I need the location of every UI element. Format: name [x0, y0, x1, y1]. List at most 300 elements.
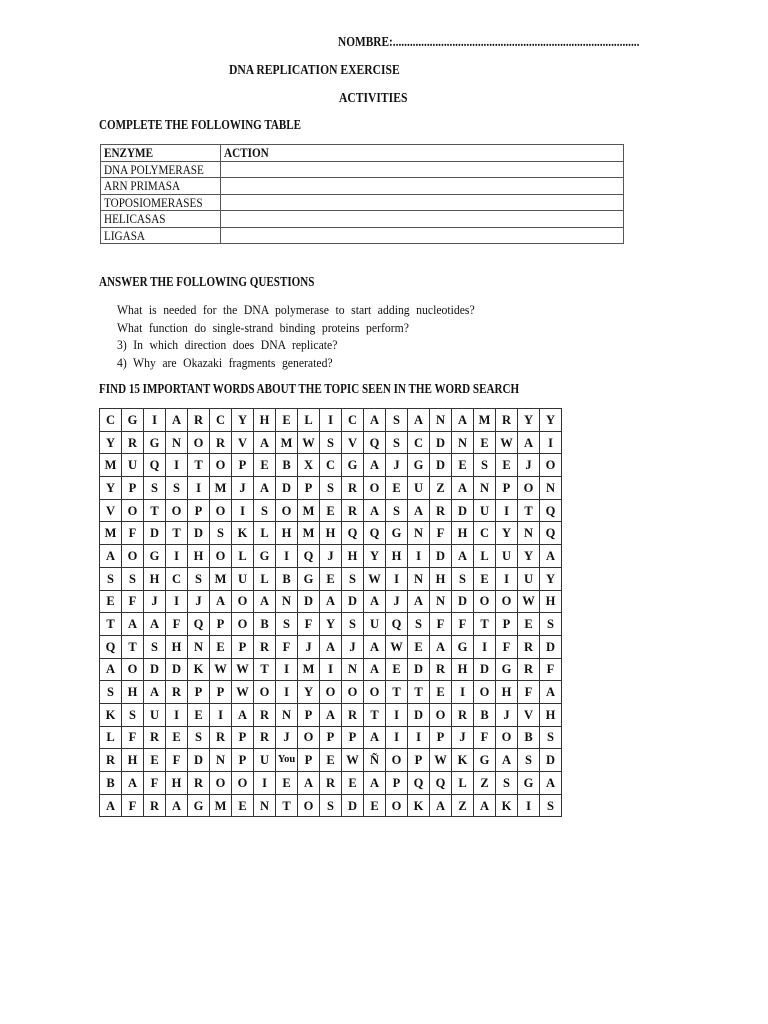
grid-cell[interactable]: A: [100, 794, 122, 817]
grid-cell[interactable]: E: [386, 658, 408, 681]
grid-cell[interactable]: W: [232, 681, 254, 704]
grid-cell[interactable]: L: [452, 772, 474, 795]
grid-cell[interactable]: G: [298, 567, 320, 590]
grid-cell[interactable]: N: [518, 522, 540, 545]
grid-cell[interactable]: W: [430, 749, 452, 772]
grid-cell[interactable]: H: [386, 545, 408, 568]
grid-cell[interactable]: D: [408, 658, 430, 681]
grid-cell[interactable]: O: [320, 681, 342, 704]
grid-cell[interactable]: Q: [386, 613, 408, 636]
grid-cell[interactable]: P: [298, 703, 320, 726]
grid-cell[interactable]: O: [232, 772, 254, 795]
grid-cell[interactable]: G: [144, 545, 166, 568]
grid-cell[interactable]: A: [364, 499, 386, 522]
grid-cell[interactable]: Y: [364, 545, 386, 568]
grid-cell[interactable]: G: [474, 749, 496, 772]
grid-cell[interactable]: Ñ: [364, 749, 386, 772]
grid-cell[interactable]: N: [254, 794, 276, 817]
grid-cell[interactable]: D: [430, 545, 452, 568]
grid-cell[interactable]: T: [408, 681, 430, 704]
grid-cell[interactable]: N: [166, 431, 188, 454]
grid-cell[interactable]: R: [342, 703, 364, 726]
grid-cell[interactable]: F: [122, 726, 144, 749]
grid-cell[interactable]: M: [210, 567, 232, 590]
grid-cell[interactable]: L: [254, 522, 276, 545]
grid-cell[interactable]: T: [518, 499, 540, 522]
grid-cell[interactable]: V: [232, 431, 254, 454]
grid-cell[interactable]: A: [144, 681, 166, 704]
grid-cell[interactable]: A: [210, 590, 232, 613]
grid-cell[interactable]: E: [276, 409, 298, 432]
grid-cell[interactable]: W: [210, 658, 232, 681]
grid-cell[interactable]: I: [474, 635, 496, 658]
grid-cell[interactable]: Q: [430, 772, 452, 795]
grid-cell[interactable]: A: [540, 772, 562, 795]
grid-cell[interactable]: W: [364, 567, 386, 590]
grid-cell[interactable]: H: [540, 703, 562, 726]
grid-cell[interactable]: H: [342, 545, 364, 568]
grid-cell[interactable]: F: [540, 658, 562, 681]
grid-cell[interactable]: A: [122, 772, 144, 795]
grid-cell[interactable]: D: [452, 499, 474, 522]
grid-cell[interactable]: M: [100, 454, 122, 477]
grid-cell[interactable]: N: [452, 431, 474, 454]
grid-cell[interactable]: E: [188, 703, 210, 726]
grid-cell[interactable]: R: [430, 658, 452, 681]
grid-cell[interactable]: C: [342, 409, 364, 432]
grid-cell[interactable]: G: [144, 431, 166, 454]
grid-cell[interactable]: N: [210, 749, 232, 772]
grid-cell[interactable]: C: [166, 567, 188, 590]
grid-cell[interactable]: L: [474, 545, 496, 568]
grid-cell[interactable]: R: [166, 681, 188, 704]
grid-cell[interactable]: T: [144, 499, 166, 522]
grid-cell[interactable]: I: [386, 726, 408, 749]
grid-cell[interactable]: M: [276, 431, 298, 454]
grid-cell[interactable]: D: [342, 590, 364, 613]
grid-cell[interactable]: E: [342, 772, 364, 795]
grid-cell[interactable]: O: [386, 749, 408, 772]
grid-cell[interactable]: Y: [540, 409, 562, 432]
grid-cell[interactable]: E: [210, 635, 232, 658]
grid-cell[interactable]: R: [320, 772, 342, 795]
grid-cell[interactable]: P: [496, 613, 518, 636]
grid-cell[interactable]: S: [122, 703, 144, 726]
grid-cell[interactable]: O: [342, 681, 364, 704]
grid-cell[interactable]: I: [496, 567, 518, 590]
grid-cell[interactable]: A: [518, 431, 540, 454]
grid-cell[interactable]: S: [320, 477, 342, 500]
grid-cell[interactable]: N: [430, 590, 452, 613]
grid-cell[interactable]: S: [166, 477, 188, 500]
grid-cell[interactable]: O: [122, 545, 144, 568]
action-cell[interactable]: [221, 161, 624, 178]
grid-cell[interactable]: H: [122, 681, 144, 704]
grid-cell[interactable]: P: [496, 477, 518, 500]
grid-cell[interactable]: Q: [100, 635, 122, 658]
grid-cell[interactable]: I: [408, 545, 430, 568]
grid-cell[interactable]: F: [474, 726, 496, 749]
grid-cell[interactable]: E: [166, 726, 188, 749]
grid-cell[interactable]: O: [232, 590, 254, 613]
grid-cell[interactable]: F: [122, 590, 144, 613]
grid-cell[interactable]: A: [430, 794, 452, 817]
grid-cell[interactable]: J: [276, 726, 298, 749]
grid-cell[interactable]: A: [474, 794, 496, 817]
grid-cell[interactable]: A: [452, 409, 474, 432]
grid-cell[interactable]: A: [254, 590, 276, 613]
grid-cell[interactable]: F: [166, 749, 188, 772]
grid-cell[interactable]: Z: [452, 794, 474, 817]
grid-cell[interactable]: U: [144, 703, 166, 726]
action-cell[interactable]: [221, 194, 624, 211]
grid-cell[interactable]: A: [540, 681, 562, 704]
grid-cell[interactable]: O: [430, 703, 452, 726]
grid-cell[interactable]: G: [518, 772, 540, 795]
grid-cell[interactable]: D: [452, 590, 474, 613]
grid-cell[interactable]: E: [408, 635, 430, 658]
grid-cell[interactable]: D: [430, 431, 452, 454]
grid-cell[interactable]: U: [518, 567, 540, 590]
grid-cell[interactable]: R: [452, 703, 474, 726]
grid-cell[interactable]: V: [342, 431, 364, 454]
grid-cell[interactable]: S: [452, 567, 474, 590]
grid-cell[interactable]: T: [276, 794, 298, 817]
grid-cell[interactable]: O: [474, 681, 496, 704]
grid-cell[interactable]: R: [188, 772, 210, 795]
grid-cell[interactable]: P: [298, 477, 320, 500]
grid-cell[interactable]: M: [100, 522, 122, 545]
grid-cell[interactable]: O: [364, 681, 386, 704]
grid-cell[interactable]: R: [144, 726, 166, 749]
grid-cell[interactable]: D: [540, 635, 562, 658]
grid-cell[interactable]: D: [276, 477, 298, 500]
grid-cell[interactable]: A: [364, 590, 386, 613]
grid-cell[interactable]: A: [496, 749, 518, 772]
grid-cell[interactable]: M: [210, 794, 232, 817]
grid-cell[interactable]: I: [408, 726, 430, 749]
grid-cell[interactable]: A: [166, 794, 188, 817]
grid-cell[interactable]: Q: [342, 522, 364, 545]
grid-cell[interactable]: S: [254, 499, 276, 522]
grid-cell[interactable]: M: [298, 658, 320, 681]
grid-cell[interactable]: E: [474, 567, 496, 590]
grid-cell[interactable]: S: [144, 477, 166, 500]
grid-cell[interactable]: I: [452, 681, 474, 704]
grid-cell[interactable]: I: [254, 772, 276, 795]
grid-cell[interactable]: A: [232, 703, 254, 726]
grid-cell[interactable]: Q: [188, 613, 210, 636]
grid-cell[interactable]: W: [298, 431, 320, 454]
grid-cell[interactable]: You: [276, 749, 298, 772]
grid-cell[interactable]: D: [342, 794, 364, 817]
grid-cell[interactable]: I: [166, 545, 188, 568]
grid-cell[interactable]: Y: [232, 409, 254, 432]
grid-cell[interactable]: Y: [496, 522, 518, 545]
grid-cell[interactable]: N: [342, 658, 364, 681]
grid-cell[interactable]: W: [518, 590, 540, 613]
grid-cell[interactable]: D: [144, 658, 166, 681]
grid-cell[interactable]: O: [496, 726, 518, 749]
grid-cell[interactable]: S: [188, 567, 210, 590]
grid-cell[interactable]: C: [320, 454, 342, 477]
grid-cell[interactable]: E: [474, 431, 496, 454]
grid-cell[interactable]: A: [364, 409, 386, 432]
grid-cell[interactable]: G: [188, 794, 210, 817]
grid-cell[interactable]: F: [122, 794, 144, 817]
grid-cell[interactable]: H: [452, 658, 474, 681]
grid-cell[interactable]: I: [232, 499, 254, 522]
grid-cell[interactable]: S: [474, 454, 496, 477]
grid-cell[interactable]: O: [122, 499, 144, 522]
grid-cell[interactable]: A: [166, 409, 188, 432]
grid-cell[interactable]: N: [188, 635, 210, 658]
grid-cell[interactable]: P: [320, 726, 342, 749]
grid-cell[interactable]: Z: [474, 772, 496, 795]
grid-cell[interactable]: E: [254, 454, 276, 477]
grid-cell[interactable]: U: [254, 749, 276, 772]
grid-cell[interactable]: D: [430, 454, 452, 477]
grid-cell[interactable]: G: [386, 522, 408, 545]
grid-cell[interactable]: L: [100, 726, 122, 749]
grid-cell[interactable]: J: [188, 590, 210, 613]
grid-cell[interactable]: B: [276, 567, 298, 590]
grid-cell[interactable]: B: [100, 772, 122, 795]
grid-cell[interactable]: J: [144, 590, 166, 613]
grid-cell[interactable]: Q: [408, 772, 430, 795]
grid-cell[interactable]: R: [210, 726, 232, 749]
grid-cell[interactable]: B: [276, 454, 298, 477]
grid-cell[interactable]: K: [408, 794, 430, 817]
grid-cell[interactable]: U: [408, 477, 430, 500]
grid-cell[interactable]: N: [430, 409, 452, 432]
grid-cell[interactable]: Q: [540, 499, 562, 522]
grid-cell[interactable]: I: [386, 703, 408, 726]
grid-cell[interactable]: O: [298, 726, 320, 749]
grid-cell[interactable]: O: [188, 431, 210, 454]
grid-cell[interactable]: I: [276, 545, 298, 568]
grid-cell[interactable]: S: [144, 635, 166, 658]
grid-cell[interactable]: A: [452, 545, 474, 568]
grid-cell[interactable]: K: [496, 794, 518, 817]
grid-cell[interactable]: S: [540, 794, 562, 817]
grid-cell[interactable]: Y: [540, 567, 562, 590]
grid-cell[interactable]: O: [298, 794, 320, 817]
grid-cell[interactable]: U: [474, 499, 496, 522]
grid-cell[interactable]: E: [518, 613, 540, 636]
grid-cell[interactable]: E: [364, 794, 386, 817]
grid-cell[interactable]: A: [540, 545, 562, 568]
grid-cell[interactable]: H: [430, 567, 452, 590]
grid-cell[interactable]: U: [122, 454, 144, 477]
grid-cell[interactable]: S: [342, 613, 364, 636]
grid-cell[interactable]: A: [254, 477, 276, 500]
grid-cell[interactable]: S: [518, 749, 540, 772]
grid-cell[interactable]: D: [188, 749, 210, 772]
grid-cell[interactable]: O: [210, 454, 232, 477]
grid-cell[interactable]: M: [298, 499, 320, 522]
grid-cell[interactable]: Y: [518, 409, 540, 432]
grid-cell[interactable]: C: [474, 522, 496, 545]
grid-cell[interactable]: A: [320, 635, 342, 658]
grid-cell[interactable]: S: [320, 431, 342, 454]
grid-cell[interactable]: H: [188, 545, 210, 568]
grid-cell[interactable]: I: [210, 703, 232, 726]
grid-cell[interactable]: E: [320, 749, 342, 772]
grid-cell[interactable]: S: [386, 409, 408, 432]
grid-cell[interactable]: V: [518, 703, 540, 726]
grid-cell[interactable]: R: [100, 749, 122, 772]
grid-cell[interactable]: A: [122, 613, 144, 636]
grid-cell[interactable]: T: [386, 681, 408, 704]
grid-cell[interactable]: H: [496, 681, 518, 704]
grid-cell[interactable]: I: [276, 658, 298, 681]
grid-cell[interactable]: P: [188, 681, 210, 704]
grid-cell[interactable]: T: [364, 703, 386, 726]
grid-cell[interactable]: S: [540, 613, 562, 636]
grid-cell[interactable]: Y: [518, 545, 540, 568]
grid-cell[interactable]: K: [100, 703, 122, 726]
grid-cell[interactable]: J: [298, 635, 320, 658]
grid-cell[interactable]: F: [430, 613, 452, 636]
grid-cell[interactable]: L: [232, 545, 254, 568]
grid-cell[interactable]: J: [232, 477, 254, 500]
grid-cell[interactable]: H: [144, 567, 166, 590]
grid-cell[interactable]: Y: [320, 613, 342, 636]
grid-cell[interactable]: P: [430, 726, 452, 749]
grid-cell[interactable]: R: [342, 477, 364, 500]
grid-cell[interactable]: P: [232, 454, 254, 477]
grid-cell[interactable]: P: [122, 477, 144, 500]
grid-cell[interactable]: A: [430, 635, 452, 658]
grid-cell[interactable]: P: [188, 499, 210, 522]
grid-cell[interactable]: S: [386, 499, 408, 522]
grid-cell[interactable]: J: [518, 454, 540, 477]
grid-cell[interactable]: N: [276, 590, 298, 613]
grid-cell[interactable]: S: [188, 726, 210, 749]
grid-cell[interactable]: D: [144, 522, 166, 545]
grid-cell[interactable]: D: [474, 658, 496, 681]
grid-cell[interactable]: U: [496, 545, 518, 568]
grid-cell[interactable]: E: [452, 454, 474, 477]
grid-cell[interactable]: R: [122, 431, 144, 454]
grid-cell[interactable]: W: [386, 635, 408, 658]
grid-cell[interactable]: F: [496, 635, 518, 658]
grid-cell[interactable]: J: [320, 545, 342, 568]
grid-cell[interactable]: H: [452, 522, 474, 545]
grid-cell[interactable]: C: [100, 409, 122, 432]
grid-cell[interactable]: C: [210, 409, 232, 432]
grid-cell[interactable]: I: [166, 590, 188, 613]
grid-cell[interactable]: S: [276, 613, 298, 636]
grid-cell[interactable]: C: [408, 431, 430, 454]
grid-cell[interactable]: F: [430, 522, 452, 545]
grid-cell[interactable]: A: [364, 635, 386, 658]
grid-cell[interactable]: R: [342, 499, 364, 522]
grid-cell[interactable]: I: [386, 567, 408, 590]
grid-cell[interactable]: K: [232, 522, 254, 545]
grid-cell[interactable]: G: [408, 454, 430, 477]
grid-cell[interactable]: O: [210, 499, 232, 522]
grid-cell[interactable]: F: [122, 522, 144, 545]
grid-cell[interactable]: S: [540, 726, 562, 749]
grid-cell[interactable]: E: [430, 681, 452, 704]
grid-cell[interactable]: S: [122, 567, 144, 590]
grid-cell[interactable]: A: [408, 590, 430, 613]
grid-cell[interactable]: L: [254, 567, 276, 590]
grid-cell[interactable]: Y: [100, 477, 122, 500]
grid-cell[interactable]: T: [474, 613, 496, 636]
grid-cell[interactable]: P: [386, 772, 408, 795]
grid-cell[interactable]: N: [408, 522, 430, 545]
grid-cell[interactable]: R: [188, 409, 210, 432]
grid-cell[interactable]: N: [540, 477, 562, 500]
grid-cell[interactable]: I: [144, 409, 166, 432]
grid-cell[interactable]: O: [474, 590, 496, 613]
grid-cell[interactable]: U: [364, 613, 386, 636]
grid-cell[interactable]: H: [166, 635, 188, 658]
grid-cell[interactable]: A: [100, 658, 122, 681]
grid-cell[interactable]: G: [452, 635, 474, 658]
grid-cell[interactable]: I: [166, 454, 188, 477]
grid-cell[interactable]: P: [210, 613, 232, 636]
grid-cell[interactable]: O: [122, 658, 144, 681]
grid-cell[interactable]: N: [408, 567, 430, 590]
grid-cell[interactable]: G: [254, 545, 276, 568]
grid-cell[interactable]: Q: [298, 545, 320, 568]
grid-cell[interactable]: E: [232, 794, 254, 817]
grid-cell[interactable]: W: [496, 431, 518, 454]
grid-cell[interactable]: A: [364, 454, 386, 477]
grid-cell[interactable]: F: [518, 681, 540, 704]
grid-cell[interactable]: I: [320, 658, 342, 681]
grid-cell[interactable]: A: [364, 658, 386, 681]
grid-cell[interactable]: A: [408, 499, 430, 522]
grid-cell[interactable]: A: [452, 477, 474, 500]
grid-cell[interactable]: Q: [364, 431, 386, 454]
grid-cell[interactable]: O: [540, 454, 562, 477]
grid-cell[interactable]: P: [210, 681, 232, 704]
grid-cell[interactable]: I: [320, 409, 342, 432]
grid-cell[interactable]: G: [496, 658, 518, 681]
grid-cell[interactable]: O: [276, 499, 298, 522]
grid-cell[interactable]: F: [276, 635, 298, 658]
grid-cell[interactable]: S: [408, 613, 430, 636]
grid-cell[interactable]: S: [342, 567, 364, 590]
grid-cell[interactable]: H: [276, 522, 298, 545]
grid-cell[interactable]: E: [320, 499, 342, 522]
grid-cell[interactable]: R: [254, 726, 276, 749]
grid-cell[interactable]: W: [342, 749, 364, 772]
grid-cell[interactable]: O: [518, 477, 540, 500]
action-cell[interactable]: [221, 211, 624, 228]
grid-cell[interactable]: Z: [430, 477, 452, 500]
grid-cell[interactable]: G: [342, 454, 364, 477]
grid-cell[interactable]: R: [254, 635, 276, 658]
grid-cell[interactable]: J: [386, 454, 408, 477]
grid-cell[interactable]: Q: [540, 522, 562, 545]
grid-cell[interactable]: J: [342, 635, 364, 658]
grid-cell[interactable]: R: [210, 431, 232, 454]
grid-cell[interactable]: D: [540, 749, 562, 772]
grid-cell[interactable]: P: [232, 749, 254, 772]
grid-cell[interactable]: I: [518, 794, 540, 817]
action-cell[interactable]: [221, 227, 624, 244]
grid-cell[interactable]: L: [298, 409, 320, 432]
grid-cell[interactable]: M: [474, 409, 496, 432]
grid-cell[interactable]: H: [122, 749, 144, 772]
grid-cell[interactable]: F: [298, 613, 320, 636]
